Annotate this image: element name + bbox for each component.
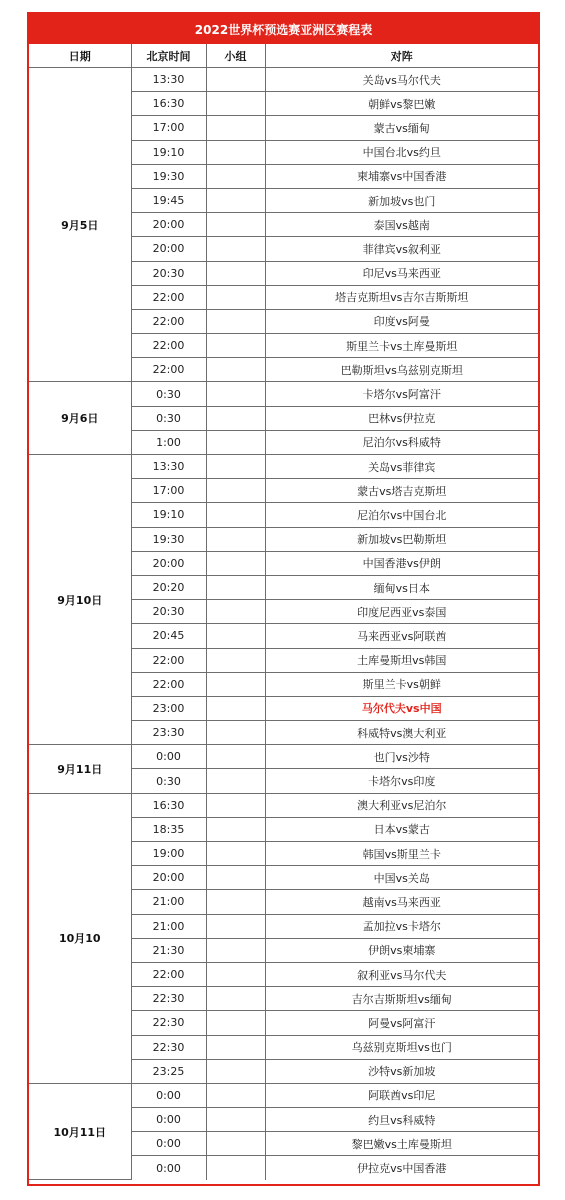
match-cell: 土库曼斯坦vs韩国 xyxy=(265,648,538,672)
group-cell xyxy=(206,527,265,551)
time-cell: 1:00 xyxy=(131,430,206,454)
date-cell: 9月5日 xyxy=(29,68,131,382)
match-cell: 新加坡vs巴勒斯坦 xyxy=(265,527,538,551)
group-cell xyxy=(206,866,265,890)
match-cell: 科威特vs澳大利亚 xyxy=(265,721,538,745)
time-cell: 19:30 xyxy=(131,164,206,188)
time-cell: 20:20 xyxy=(131,575,206,599)
table-row xyxy=(29,1083,538,1107)
match-cell: 印度vs阿曼 xyxy=(265,309,538,333)
time-cell: 20:00 xyxy=(131,213,206,237)
time-cell: 18:35 xyxy=(131,817,206,841)
time-cell: 22:00 xyxy=(131,648,206,672)
time-cell: 19:10 xyxy=(131,140,206,164)
match-cell: 朝鲜vs黎巴嫩 xyxy=(265,92,538,116)
group-cell xyxy=(206,213,265,237)
header-group: 小组 xyxy=(206,44,265,68)
group-cell xyxy=(206,890,265,914)
group-cell xyxy=(206,334,265,358)
table-row xyxy=(29,68,538,92)
schedule-body xyxy=(29,68,538,1180)
group-cell xyxy=(206,1108,265,1132)
group-cell xyxy=(206,358,265,382)
time-cell: 17:00 xyxy=(131,479,206,503)
time-cell: 0:00 xyxy=(131,1083,206,1107)
match-cell: 印尼vs马来西亚 xyxy=(265,261,538,285)
group-cell xyxy=(206,188,265,212)
match-cell: 蒙古vs塔吉克斯坦 xyxy=(265,479,538,503)
match-cell: 关岛vs马尔代夫 xyxy=(265,68,538,92)
group-cell xyxy=(206,648,265,672)
time-cell: 23:30 xyxy=(131,721,206,745)
time-cell: 22:30 xyxy=(131,1011,206,1035)
time-cell: 20:45 xyxy=(131,624,206,648)
schedule-table xyxy=(29,44,538,1180)
match-cell: 伊拉克vs中国香港 xyxy=(265,1156,538,1180)
time-cell: 19:00 xyxy=(131,842,206,866)
time-cell: 0:30 xyxy=(131,382,206,406)
group-cell xyxy=(206,721,265,745)
group-cell xyxy=(206,1035,265,1059)
match-cell: 尼泊尔vs科威特 xyxy=(265,430,538,454)
group-cell xyxy=(206,285,265,309)
group-cell xyxy=(206,938,265,962)
group-cell xyxy=(206,551,265,575)
time-cell: 19:45 xyxy=(131,188,206,212)
group-cell xyxy=(206,406,265,430)
time-cell: 20:00 xyxy=(131,551,206,575)
group-cell xyxy=(206,600,265,624)
group-cell xyxy=(206,455,265,479)
group-cell xyxy=(206,503,265,527)
group-cell xyxy=(206,1156,265,1180)
group-cell xyxy=(206,430,265,454)
time-cell: 16:30 xyxy=(131,92,206,116)
match-cell: 马来西亚vs阿联酋 xyxy=(265,624,538,648)
match-cell: 澳大利亚vs尼泊尔 xyxy=(265,793,538,817)
time-cell: 0:00 xyxy=(131,745,206,769)
group-cell xyxy=(206,745,265,769)
group-cell xyxy=(206,817,265,841)
group-cell xyxy=(206,672,265,696)
match-cell: 吉尔吉斯斯坦vs缅甸 xyxy=(265,987,538,1011)
time-cell: 0:30 xyxy=(131,769,206,793)
time-cell: 0:00 xyxy=(131,1132,206,1156)
header-date: 日期 xyxy=(29,44,131,68)
match-cell: 卡塔尔vs印度 xyxy=(265,769,538,793)
group-cell xyxy=(206,842,265,866)
match-cell: 斯里兰卡vs朝鲜 xyxy=(265,672,538,696)
header-time: 北京时间 xyxy=(131,44,206,68)
group-cell xyxy=(206,382,265,406)
group-cell xyxy=(206,696,265,720)
group-cell xyxy=(206,261,265,285)
group-cell xyxy=(206,116,265,140)
time-cell: 13:30 xyxy=(131,68,206,92)
match-cell: 沙特vs新加坡 xyxy=(265,1059,538,1083)
table-row xyxy=(29,455,538,479)
date-cell: 10月10 xyxy=(29,793,131,1083)
time-cell: 22:00 xyxy=(131,672,206,696)
group-cell xyxy=(206,164,265,188)
time-cell: 22:30 xyxy=(131,987,206,1011)
match-cell: 关岛vs菲律宾 xyxy=(265,455,538,479)
group-cell xyxy=(206,1059,265,1083)
time-cell: 21:00 xyxy=(131,890,206,914)
table-row xyxy=(29,382,538,406)
match-cell: 黎巴嫩vs土库曼斯坦 xyxy=(265,1132,538,1156)
match-cell: 韩国vs斯里兰卡 xyxy=(265,842,538,866)
time-cell: 19:10 xyxy=(131,503,206,527)
match-cell: 新加坡vs也门 xyxy=(265,188,538,212)
table-title: 2022世界杯预选赛亚洲区赛程表 xyxy=(29,14,538,44)
group-cell xyxy=(206,769,265,793)
time-cell: 20:00 xyxy=(131,866,206,890)
match-cell: 叙利亚vs马尔代夫 xyxy=(265,962,538,986)
time-cell: 22:00 xyxy=(131,285,206,309)
match-cell: 卡塔尔vs阿富汗 xyxy=(265,382,538,406)
time-cell: 0:30 xyxy=(131,406,206,430)
time-cell: 23:25 xyxy=(131,1059,206,1083)
match-cell: 缅甸vs日本 xyxy=(265,575,538,599)
match-cell: 伊朗vs柬埔寨 xyxy=(265,938,538,962)
date-cell: 10月11日 xyxy=(29,1083,131,1179)
time-cell: 22:00 xyxy=(131,358,206,382)
group-cell xyxy=(206,140,265,164)
time-cell: 22:00 xyxy=(131,334,206,358)
group-cell xyxy=(206,914,265,938)
date-cell: 9月10日 xyxy=(29,455,131,745)
date-cell: 9月6日 xyxy=(29,382,131,455)
group-cell xyxy=(206,575,265,599)
group-cell xyxy=(206,237,265,261)
group-cell xyxy=(206,479,265,503)
group-cell xyxy=(206,1011,265,1035)
header-row xyxy=(29,44,538,68)
match-cell: 蒙古vs缅甸 xyxy=(265,116,538,140)
group-cell xyxy=(206,962,265,986)
match-cell: 也门vs沙特 xyxy=(265,745,538,769)
time-cell: 22:00 xyxy=(131,962,206,986)
time-cell: 21:00 xyxy=(131,914,206,938)
match-cell: 孟加拉vs卡塔尔 xyxy=(265,914,538,938)
time-cell: 19:30 xyxy=(131,527,206,551)
time-cell: 20:00 xyxy=(131,237,206,261)
match-cell: 中国vs关岛 xyxy=(265,866,538,890)
group-cell xyxy=(206,793,265,817)
match-cell: 塔吉克斯坦vs吉尔吉斯斯坦 xyxy=(265,285,538,309)
match-cell: 阿曼vs阿富汗 xyxy=(265,1011,538,1035)
date-cell: 9月11日 xyxy=(29,745,131,793)
time-cell: 21:30 xyxy=(131,938,206,962)
time-cell: 20:30 xyxy=(131,600,206,624)
match-cell: 乌兹别克斯坦vs也门 xyxy=(265,1035,538,1059)
match-cell: 斯里兰卡vs土库曼斯坦 xyxy=(265,334,538,358)
time-cell: 23:00 xyxy=(131,696,206,720)
match-cell: 巴勒斯坦vs乌兹别克斯坦 xyxy=(265,358,538,382)
match-cell: 约旦vs科威特 xyxy=(265,1108,538,1132)
group-cell xyxy=(206,987,265,1011)
match-cell: 印度尼西亚vs泰国 xyxy=(265,600,538,624)
match-cell: 泰国vs越南 xyxy=(265,213,538,237)
time-cell: 22:00 xyxy=(131,309,206,333)
match-cell: 菲律宾vs叙利亚 xyxy=(265,237,538,261)
group-cell xyxy=(206,1132,265,1156)
match-cell: 马尔代夫vs中国 xyxy=(265,696,538,720)
time-cell: 16:30 xyxy=(131,793,206,817)
match-cell: 柬埔寨vs中国香港 xyxy=(265,164,538,188)
table-row xyxy=(29,745,538,769)
time-cell: 20:30 xyxy=(131,261,206,285)
header-match: 对阵 xyxy=(265,44,538,68)
group-cell xyxy=(206,309,265,333)
time-cell: 0:00 xyxy=(131,1108,206,1132)
match-cell: 巴林vs伊拉克 xyxy=(265,406,538,430)
group-cell xyxy=(206,68,265,92)
time-cell: 17:00 xyxy=(131,116,206,140)
group-cell xyxy=(206,624,265,648)
match-cell: 中国香港vs伊朗 xyxy=(265,551,538,575)
time-cell: 0:00 xyxy=(131,1156,206,1180)
match-cell: 越南vs马来西亚 xyxy=(265,890,538,914)
time-cell: 13:30 xyxy=(131,455,206,479)
schedule-table-frame xyxy=(27,12,540,1186)
match-cell: 尼泊尔vs中国台北 xyxy=(265,503,538,527)
match-cell: 中国台北vs约旦 xyxy=(265,140,538,164)
match-cell: 阿联酋vs印尼 xyxy=(265,1083,538,1107)
time-cell: 22:30 xyxy=(131,1035,206,1059)
group-cell xyxy=(206,1083,265,1107)
match-cell: 日本vs蒙古 xyxy=(265,817,538,841)
table-row xyxy=(29,793,538,817)
group-cell xyxy=(206,92,265,116)
